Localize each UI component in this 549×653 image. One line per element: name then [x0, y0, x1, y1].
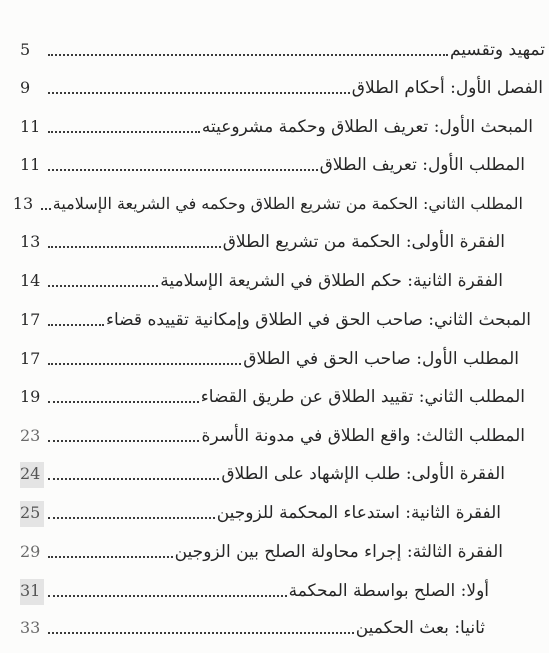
- toc-entry-page: 11: [20, 155, 41, 174]
- leader-dots: [48, 440, 199, 442]
- leader-dots: [48, 246, 221, 248]
- leader-dots: [41, 208, 51, 210]
- toc-entry-page: 14: [20, 271, 41, 290]
- toc-entry-title: المطلب الأول: تعريف الطلاق: [319, 155, 525, 175]
- toc-entry-title: الفصل الأول: أحكام الطلاق: [351, 78, 543, 98]
- toc-entry-title: المبحث الأول: تعريف الطلاق وحكمة مشروعيته: [201, 117, 533, 137]
- toc-entry-page: 17: [20, 310, 41, 329]
- toc-entry-1[interactable]: [20, 34, 545, 64]
- toc-entry-page: 23: [20, 426, 41, 445]
- toc-entry-page: 13: [20, 232, 41, 251]
- leader-dots: [48, 401, 199, 403]
- toc-entry-3[interactable]: [20, 111, 545, 141]
- toc-entry-page: 24: [20, 462, 44, 488]
- toc-entry-title: الفقرة الأولى: الحكمة من تشريع الطلاق: [222, 232, 505, 252]
- leader-dots: [48, 556, 173, 558]
- toc-entry-title: المطلب الثالث: واقع الطلاق في مدونة الأسرة: [201, 426, 525, 446]
- leader-dots: [48, 169, 318, 171]
- toc-entry-title: الفقرة الأولى: طلب الإشهاد على الطلاق: [221, 464, 505, 484]
- leader-dots: [48, 324, 104, 326]
- toc-entry-title: المطلب الأول: صاحب الحق في الطلاق: [243, 349, 519, 369]
- leader-dots: [48, 363, 241, 365]
- toc-entry-title: المطلب الثاني: تقييد الطلاق عن طريق القضاء: [200, 387, 525, 407]
- toc-entry-page: 31: [20, 579, 44, 605]
- toc-entry-page: 25: [20, 501, 44, 527]
- leader-dots: [48, 632, 354, 634]
- toc-entry-12[interactable]: [20, 458, 545, 488]
- toc-entry-9[interactable]: [20, 343, 545, 373]
- toc-entry-title: الفقرة الثالثة: إجراء محاولة الصلح بين الزوجين: [174, 542, 503, 562]
- toc-entry-title: أولا: الصلح بواسطة المحكمة: [288, 581, 489, 601]
- leader-dots: [48, 54, 448, 56]
- toc-entry-title: ثانيا: بعث الحكمين: [355, 618, 485, 638]
- toc-entry-page: 33: [20, 618, 41, 637]
- toc-entry-page: 29: [20, 542, 41, 561]
- leader-dots: [48, 92, 350, 94]
- leader-dots: [48, 131, 200, 133]
- leader-dots: [48, 478, 219, 480]
- leader-dots: [48, 595, 287, 597]
- toc-entry-page: 11: [20, 117, 41, 136]
- toc-entry-14[interactable]: [20, 536, 545, 566]
- toc-entry-title: المطلب الثاني: الحكمة من تشريع الطلاق وحكمه في الشريعة الإسلامية: [52, 194, 523, 213]
- leader-dots: [48, 285, 158, 287]
- toc-entry-6[interactable]: [20, 226, 545, 256]
- toc-entry-page: 9: [20, 78, 31, 97]
- toc-entry-title: المبحث الثاني: صاحب الحق في الطلاق وإمكانية تقييده قضاء: [106, 310, 531, 330]
- toc-entry-title: تمهيد وتقسيم: [449, 40, 545, 60]
- toc-entry-title: الفقرة الثانية: استدعاء المحكمة للزوجين: [216, 503, 501, 523]
- toc-entry-11[interactable]: [20, 420, 545, 450]
- toc-entry-8[interactable]: [20, 304, 545, 334]
- toc-entry-page: 19: [20, 387, 41, 406]
- toc-entry-5[interactable]: [12, 188, 545, 218]
- toc-entry-16[interactable]: [20, 612, 545, 642]
- toc-entry-10[interactable]: [20, 381, 545, 411]
- toc-entry-15[interactable]: [20, 575, 545, 605]
- toc-entry-4[interactable]: [20, 149, 545, 179]
- toc-entry-7[interactable]: [20, 265, 545, 295]
- toc-entry-page: 5: [20, 40, 31, 59]
- toc-entry-title: الفقرة الثانية: حكم الطلاق في الشريعة الإسلامية: [160, 271, 503, 291]
- toc-entry-page: 17: [20, 349, 41, 368]
- leader-dots: [48, 517, 215, 519]
- toc-entry-2[interactable]: [20, 72, 545, 102]
- toc-entry-page: 13: [12, 194, 34, 213]
- toc-entry-13[interactable]: [20, 497, 545, 527]
